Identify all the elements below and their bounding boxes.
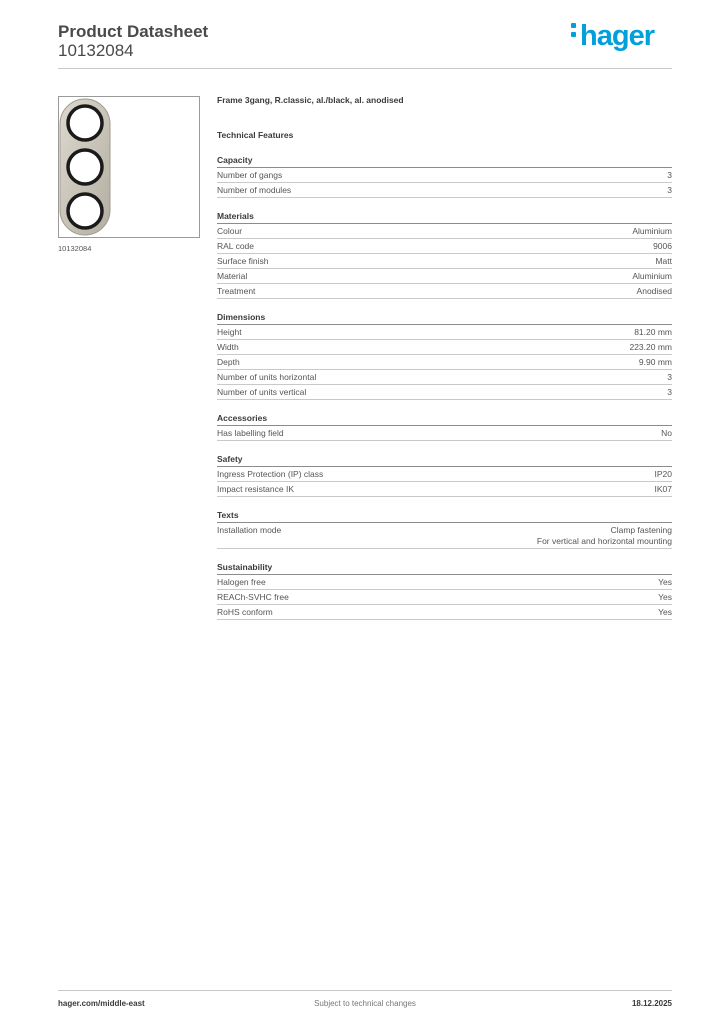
feature-value bbox=[655, 256, 672, 267]
feature-value bbox=[639, 357, 672, 368]
feature-value-line: IP20 bbox=[654, 469, 672, 479]
feature-row bbox=[217, 284, 672, 299]
feature-value-line: 3 bbox=[667, 170, 672, 180]
feature-value bbox=[661, 428, 672, 439]
section-safety bbox=[217, 454, 672, 497]
feature-value-line: Yes bbox=[658, 577, 672, 587]
feature-label: Halogen free bbox=[217, 577, 266, 587]
feature-value bbox=[655, 484, 673, 495]
feature-row bbox=[217, 254, 672, 269]
feature-label: Installation mode bbox=[217, 525, 282, 535]
feature-row bbox=[217, 575, 672, 590]
feature-value-line: No bbox=[661, 428, 672, 438]
feature-row bbox=[217, 590, 672, 605]
feature-value bbox=[658, 577, 672, 588]
feature-value-line: 9006 bbox=[653, 241, 672, 251]
feature-value bbox=[658, 592, 672, 603]
feature-row bbox=[217, 370, 672, 385]
feature-label: Width bbox=[217, 342, 239, 352]
feature-row bbox=[217, 523, 672, 549]
feature-label: Colour bbox=[217, 226, 243, 236]
feature-label: Material bbox=[217, 271, 248, 281]
feature-value bbox=[658, 607, 672, 618]
feature-row bbox=[217, 340, 672, 355]
feature-sections bbox=[217, 155, 672, 620]
section-texts bbox=[217, 510, 672, 549]
feature-row bbox=[217, 426, 672, 441]
feature-label: Number of gangs bbox=[217, 170, 283, 180]
logo-colon-icon bbox=[571, 19, 577, 41]
feature-label: Height bbox=[217, 327, 242, 337]
feature-label: Number of modules bbox=[217, 185, 292, 195]
feature-label: Has labelling field bbox=[217, 428, 284, 438]
feature-value bbox=[653, 241, 672, 252]
document-number: 10132084 bbox=[58, 41, 134, 60]
feature-label: REACh-SVHC free bbox=[217, 592, 289, 602]
feature-row bbox=[217, 467, 672, 482]
feature-value-line: Anodised bbox=[636, 286, 672, 296]
section-materials bbox=[217, 211, 672, 299]
feature-label: Depth bbox=[217, 357, 240, 367]
section-title: Safety bbox=[217, 454, 672, 467]
feature-row bbox=[217, 325, 672, 340]
feature-value bbox=[634, 327, 672, 338]
feature-value bbox=[637, 286, 672, 297]
feature-row bbox=[217, 482, 672, 497]
section-title: Capacity bbox=[217, 155, 672, 168]
footer-notice: Subject to technical changes bbox=[314, 999, 416, 1008]
feature-value bbox=[667, 372, 672, 383]
section-title: Texts bbox=[217, 510, 672, 523]
feature-value-line: Yes bbox=[658, 592, 672, 602]
feature-value bbox=[632, 271, 672, 282]
frame-3gang-icon bbox=[59, 97, 199, 237]
page-footer bbox=[58, 990, 672, 1015]
logo-text: hager bbox=[580, 20, 654, 52]
feature-label: Surface finish bbox=[217, 256, 269, 266]
section-title: Sustainability bbox=[217, 562, 672, 575]
footer-website: hager.com/middle-east bbox=[58, 999, 145, 1008]
feature-value-line: Matt bbox=[655, 256, 672, 266]
feature-value-line: 3 bbox=[667, 372, 672, 382]
feature-value-line: 3 bbox=[667, 185, 672, 195]
feature-value bbox=[667, 387, 672, 398]
feature-label: Number of units vertical bbox=[217, 387, 307, 397]
feature-value-line: 223.20 mm bbox=[629, 342, 672, 352]
feature-value-line: Aluminium bbox=[632, 226, 672, 236]
feature-value-line: Clamp fastening bbox=[610, 525, 672, 535]
feature-value bbox=[632, 226, 672, 237]
datasheet-content bbox=[217, 95, 672, 620]
feature-value-line: Yes bbox=[658, 607, 672, 617]
feature-label: Ingress Protection (IP) class bbox=[217, 469, 324, 479]
feature-label: RAL code bbox=[217, 241, 255, 251]
feature-value-line-2: For vertical and horizontal mounting bbox=[536, 536, 672, 546]
section-title: Dimensions bbox=[217, 312, 672, 325]
section-capacity bbox=[217, 155, 672, 198]
feature-value bbox=[629, 342, 672, 353]
feature-row bbox=[217, 183, 672, 198]
feature-label: Treatment bbox=[217, 286, 256, 296]
section-dimensions bbox=[217, 312, 672, 400]
feature-value bbox=[667, 185, 672, 196]
feature-label: Impact resistance IK bbox=[217, 484, 295, 494]
hager-logo bbox=[571, 19, 654, 53]
product-image-caption: 10132084 bbox=[58, 244, 92, 253]
feature-value bbox=[667, 170, 672, 181]
feature-label: Number of units horizontal bbox=[217, 372, 317, 382]
feature-value-line: Aluminium bbox=[632, 271, 672, 281]
feature-row bbox=[217, 239, 672, 254]
feature-row bbox=[217, 605, 672, 620]
feature-value bbox=[655, 469, 673, 480]
document-title: Product Datasheet bbox=[58, 22, 209, 41]
feature-value-line: IK07 bbox=[654, 484, 672, 494]
section-sustainability bbox=[217, 562, 672, 620]
footer-date: 18.12.2025 bbox=[631, 999, 672, 1008]
page-header bbox=[58, 20, 672, 69]
product-image bbox=[58, 96, 200, 238]
feature-label: RoHS conform bbox=[217, 607, 273, 617]
feature-value bbox=[537, 525, 672, 547]
feature-row bbox=[217, 355, 672, 370]
feature-value-line: 81.20 mm bbox=[634, 327, 672, 337]
section-title: Materials bbox=[217, 211, 672, 224]
section-accessories bbox=[217, 413, 672, 441]
feature-row bbox=[217, 385, 672, 400]
feature-value-line: 9.90 mm bbox=[638, 357, 672, 367]
section-title: Accessories bbox=[217, 413, 672, 426]
feature-row bbox=[217, 224, 672, 239]
technical-features-heading: Technical Features bbox=[217, 130, 294, 140]
feature-value-line: 3 bbox=[667, 387, 672, 397]
product-description: Frame 3gang, R.classic, al./black, al. anodised bbox=[217, 95, 404, 105]
feature-row bbox=[217, 269, 672, 284]
feature-row bbox=[217, 168, 672, 183]
